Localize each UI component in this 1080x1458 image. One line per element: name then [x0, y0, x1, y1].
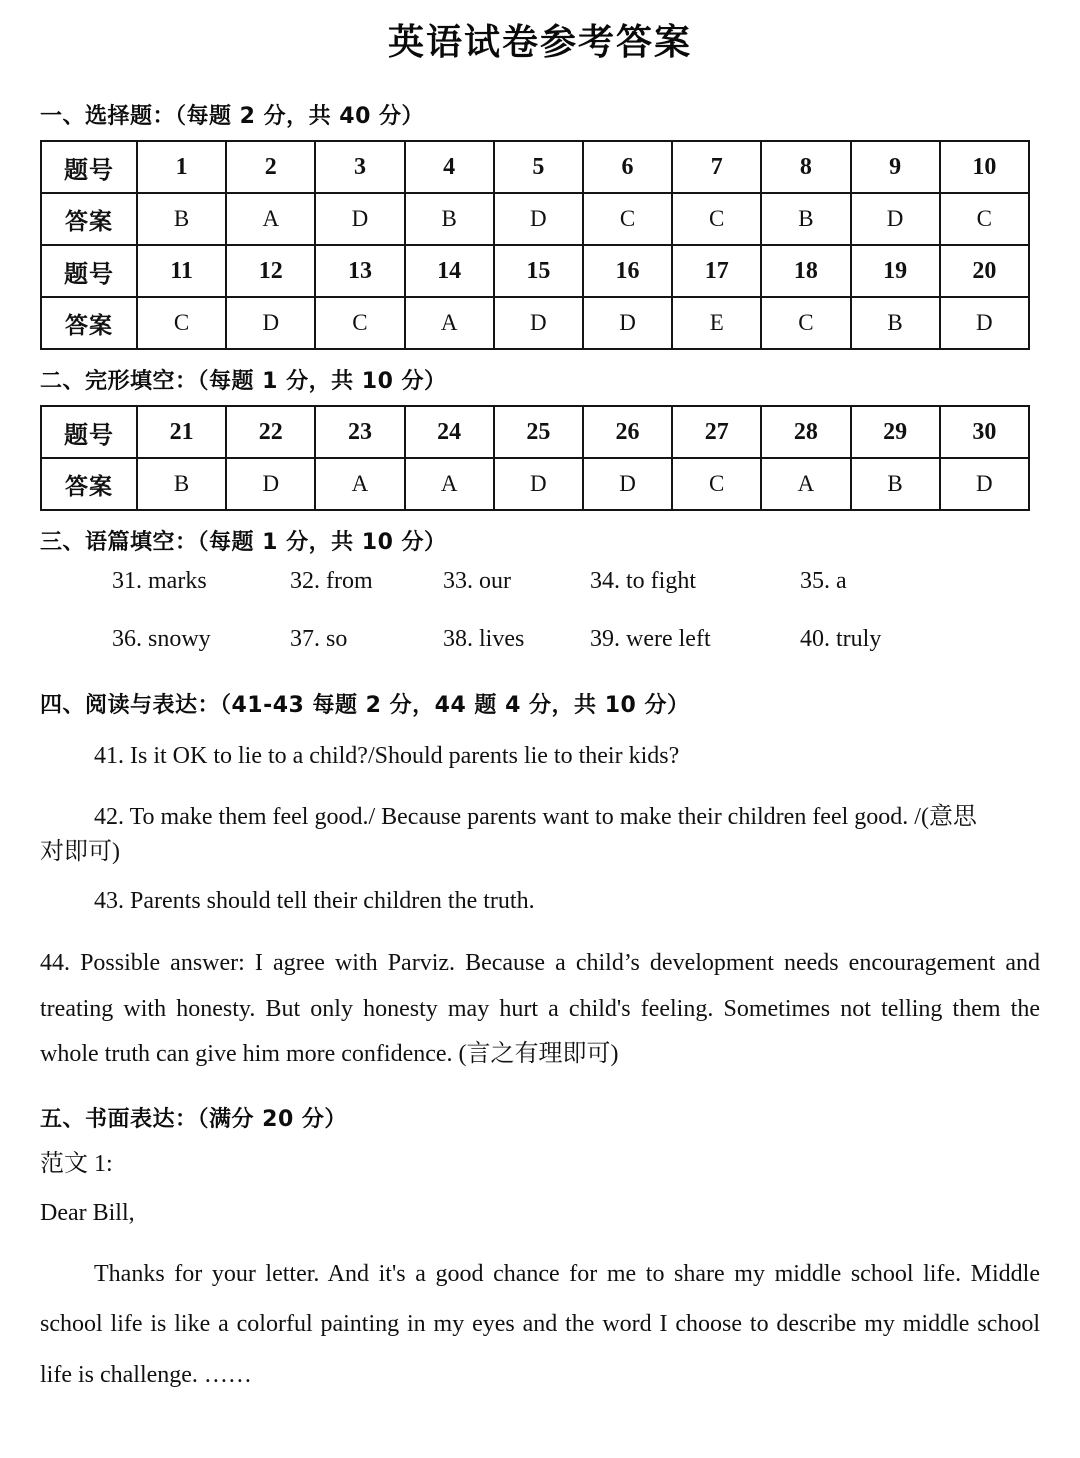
question-number-cell: 17	[672, 245, 761, 297]
answer-cell: A	[315, 458, 404, 510]
fill-answer-text: a	[836, 568, 847, 594]
fill-answer-item	[290, 626, 347, 653]
question-number-cell: 24	[405, 406, 494, 458]
fill-answer-number: 31.	[112, 568, 142, 594]
question-number-cell: 10	[940, 141, 1029, 193]
fill-answer-text: to fight	[626, 568, 696, 594]
answer-cell: C	[672, 458, 761, 510]
answer-cell: D	[583, 297, 672, 349]
fill-answer-item	[800, 626, 881, 653]
answer-cell: D	[315, 193, 404, 245]
fill-answer-text: from	[326, 568, 373, 594]
fill-answer-number: 40.	[800, 626, 830, 652]
fill-answer-item	[800, 568, 847, 595]
answer-cell: D	[940, 458, 1029, 510]
answer-41: 41. Is it OK to lie to a child?/Should parents lie to their kids?	[94, 743, 680, 769]
question-number-cell: 11	[137, 245, 226, 297]
answer-cell: A	[761, 458, 850, 510]
question-number-cell: 30	[940, 406, 1029, 458]
question-number-cell: 8	[761, 141, 850, 193]
fill-answer-item	[590, 568, 696, 595]
answer-cell: D	[494, 458, 583, 510]
fill-answer-text: truly	[836, 626, 882, 652]
section-heading-five: 五、书面表达：（满分 20 分）	[40, 1106, 347, 1132]
answer-42-continuation: 对即可)	[40, 839, 120, 865]
row-label-question: 题号	[41, 245, 137, 297]
question-number-cell: 4	[405, 141, 494, 193]
cloze-table	[40, 405, 1030, 511]
fill-answer-text: so	[326, 626, 348, 652]
question-number-cell: 3	[315, 141, 404, 193]
answer-cell: B	[405, 193, 494, 245]
spacer	[40, 1078, 1040, 1102]
answer-cell: A	[405, 458, 494, 510]
answer-44: 44. Possible answer: I agree with Parviz. Because a child’s development needs encouragement and treating with honesty. But only honesty may hurt a child's feeling. Sometimes not telling them the whole truth can give him more confidence. (言之有理即可)	[40, 950, 1040, 1068]
question-number-cell: 23	[315, 406, 404, 458]
table-row	[41, 193, 1029, 245]
section-heading-one: 一、选择题：（每题 2 分，共 40 分）	[40, 104, 425, 129]
question-number-cell: 15	[494, 245, 583, 297]
answer-cell: D	[494, 297, 583, 349]
question-number-cell: 18	[761, 245, 850, 297]
question-number-cell: 26	[583, 406, 672, 458]
fill-answer-number: 34.	[590, 568, 620, 594]
answer-cell: B	[851, 458, 940, 510]
answer-cell: B	[851, 297, 940, 349]
answer-cell: B	[137, 193, 226, 245]
fill-answer-text: marks	[148, 568, 207, 594]
fill-answer-item	[443, 626, 524, 653]
question-number-cell: 19	[851, 245, 940, 297]
fill-answer-number: 37.	[290, 626, 320, 652]
section-heading-two: 二、完形填空：（每题 1 分，共 10 分）	[40, 369, 447, 394]
answer-cell: C	[940, 193, 1029, 245]
multiple-choice-table	[40, 140, 1030, 350]
answer-cell: D	[226, 458, 315, 510]
fill-answer-item	[290, 568, 373, 595]
table-row	[41, 297, 1029, 349]
answer-cell: D	[226, 297, 315, 349]
question-number-cell: 7	[672, 141, 761, 193]
answer-42: 42. To make them feel good./ Because parents want to make their children feel good. /(意思	[94, 804, 977, 830]
question-number-cell: 12	[226, 245, 315, 297]
answer-cell: B	[761, 193, 850, 245]
row-label-question: 题号	[41, 406, 137, 458]
question-number-cell: 1	[137, 141, 226, 193]
row-label-answer: 答案	[41, 193, 137, 245]
row-label-answer: 答案	[41, 458, 137, 510]
table-row	[41, 406, 1029, 458]
question-number-cell: 13	[315, 245, 404, 297]
fill-answer-text: snowy	[148, 626, 211, 652]
answer-cell: D	[583, 458, 672, 510]
table-row	[41, 141, 1029, 193]
question-number-cell: 25	[494, 406, 583, 458]
fill-answer-number: 35.	[800, 568, 830, 594]
question-number-cell: 29	[851, 406, 940, 458]
fill-answer-text: our	[479, 568, 511, 594]
answer-cell: A	[405, 297, 494, 349]
question-number-cell: 28	[761, 406, 850, 458]
answer-cell: A	[226, 193, 315, 245]
fill-answer-number: 38.	[443, 626, 473, 652]
question-number-cell: 27	[672, 406, 761, 458]
passage-fill-answers	[40, 568, 1040, 684]
letter-body	[40, 1249, 1040, 1400]
sample-essay-label: 范文 1:	[40, 1150, 113, 1177]
question-number-cell: 21	[137, 406, 226, 458]
answer-cell: C	[583, 193, 672, 245]
letter-salutation: Dear Bill,	[40, 1199, 135, 1226]
letter-body-text: Thanks for your letter. And it's a good chance for me to share my middle school life. Middle school life is like a colorful painting in my eyes and the word I choose to describe my middle school life is challenge. ……	[40, 1260, 1040, 1388]
page-title: 英语试卷参考答案	[387, 22, 692, 63]
answer-cell: B	[137, 458, 226, 510]
section-heading-four: 四、阅读与表达：（41-43 每题 2 分，44 题 4 分，共 10 分）	[40, 693, 690, 718]
answer-cell: C	[315, 297, 404, 349]
fill-answer-number: 36.	[112, 626, 142, 652]
table-row	[41, 245, 1029, 297]
fill-answer-item	[590, 626, 711, 653]
answer-cell: D	[940, 297, 1029, 349]
answer-cell: C	[137, 297, 226, 349]
question-number-cell: 2	[226, 141, 315, 193]
section-heading-three: 三、语篇填空：（每题 1 分，共 10 分）	[40, 530, 447, 555]
question-number-cell: 5	[494, 141, 583, 193]
fill-answer-number: 32.	[290, 568, 320, 594]
question-number-cell: 6	[583, 141, 672, 193]
fill-answer-item	[443, 568, 511, 595]
fill-answer-number: 39.	[590, 626, 620, 652]
row-label-question: 题号	[41, 141, 137, 193]
fill-answer-item	[112, 568, 207, 595]
answer-cell: C	[672, 193, 761, 245]
question-number-cell: 14	[405, 245, 494, 297]
answer-cell: D	[494, 193, 583, 245]
answer-43: 43. Parents should tell their children the truth.	[94, 888, 535, 914]
table-row	[41, 458, 1029, 510]
question-number-cell: 22	[226, 406, 315, 458]
answer-cell: C	[761, 297, 850, 349]
fill-answer-row	[40, 568, 1040, 626]
row-label-answer: 答案	[41, 297, 137, 349]
fill-answer-item	[112, 626, 211, 653]
fill-answer-text: were left	[626, 626, 711, 652]
question-number-cell: 20	[940, 245, 1029, 297]
question-number-cell: 16	[583, 245, 672, 297]
answer-cell: D	[851, 193, 940, 245]
question-number-cell: 9	[851, 141, 940, 193]
fill-answer-number: 33.	[443, 568, 473, 594]
fill-answer-row	[40, 626, 1040, 684]
spacer	[40, 729, 1040, 743]
fill-answer-text: lives	[479, 626, 525, 652]
answer-cell: E	[672, 297, 761, 349]
